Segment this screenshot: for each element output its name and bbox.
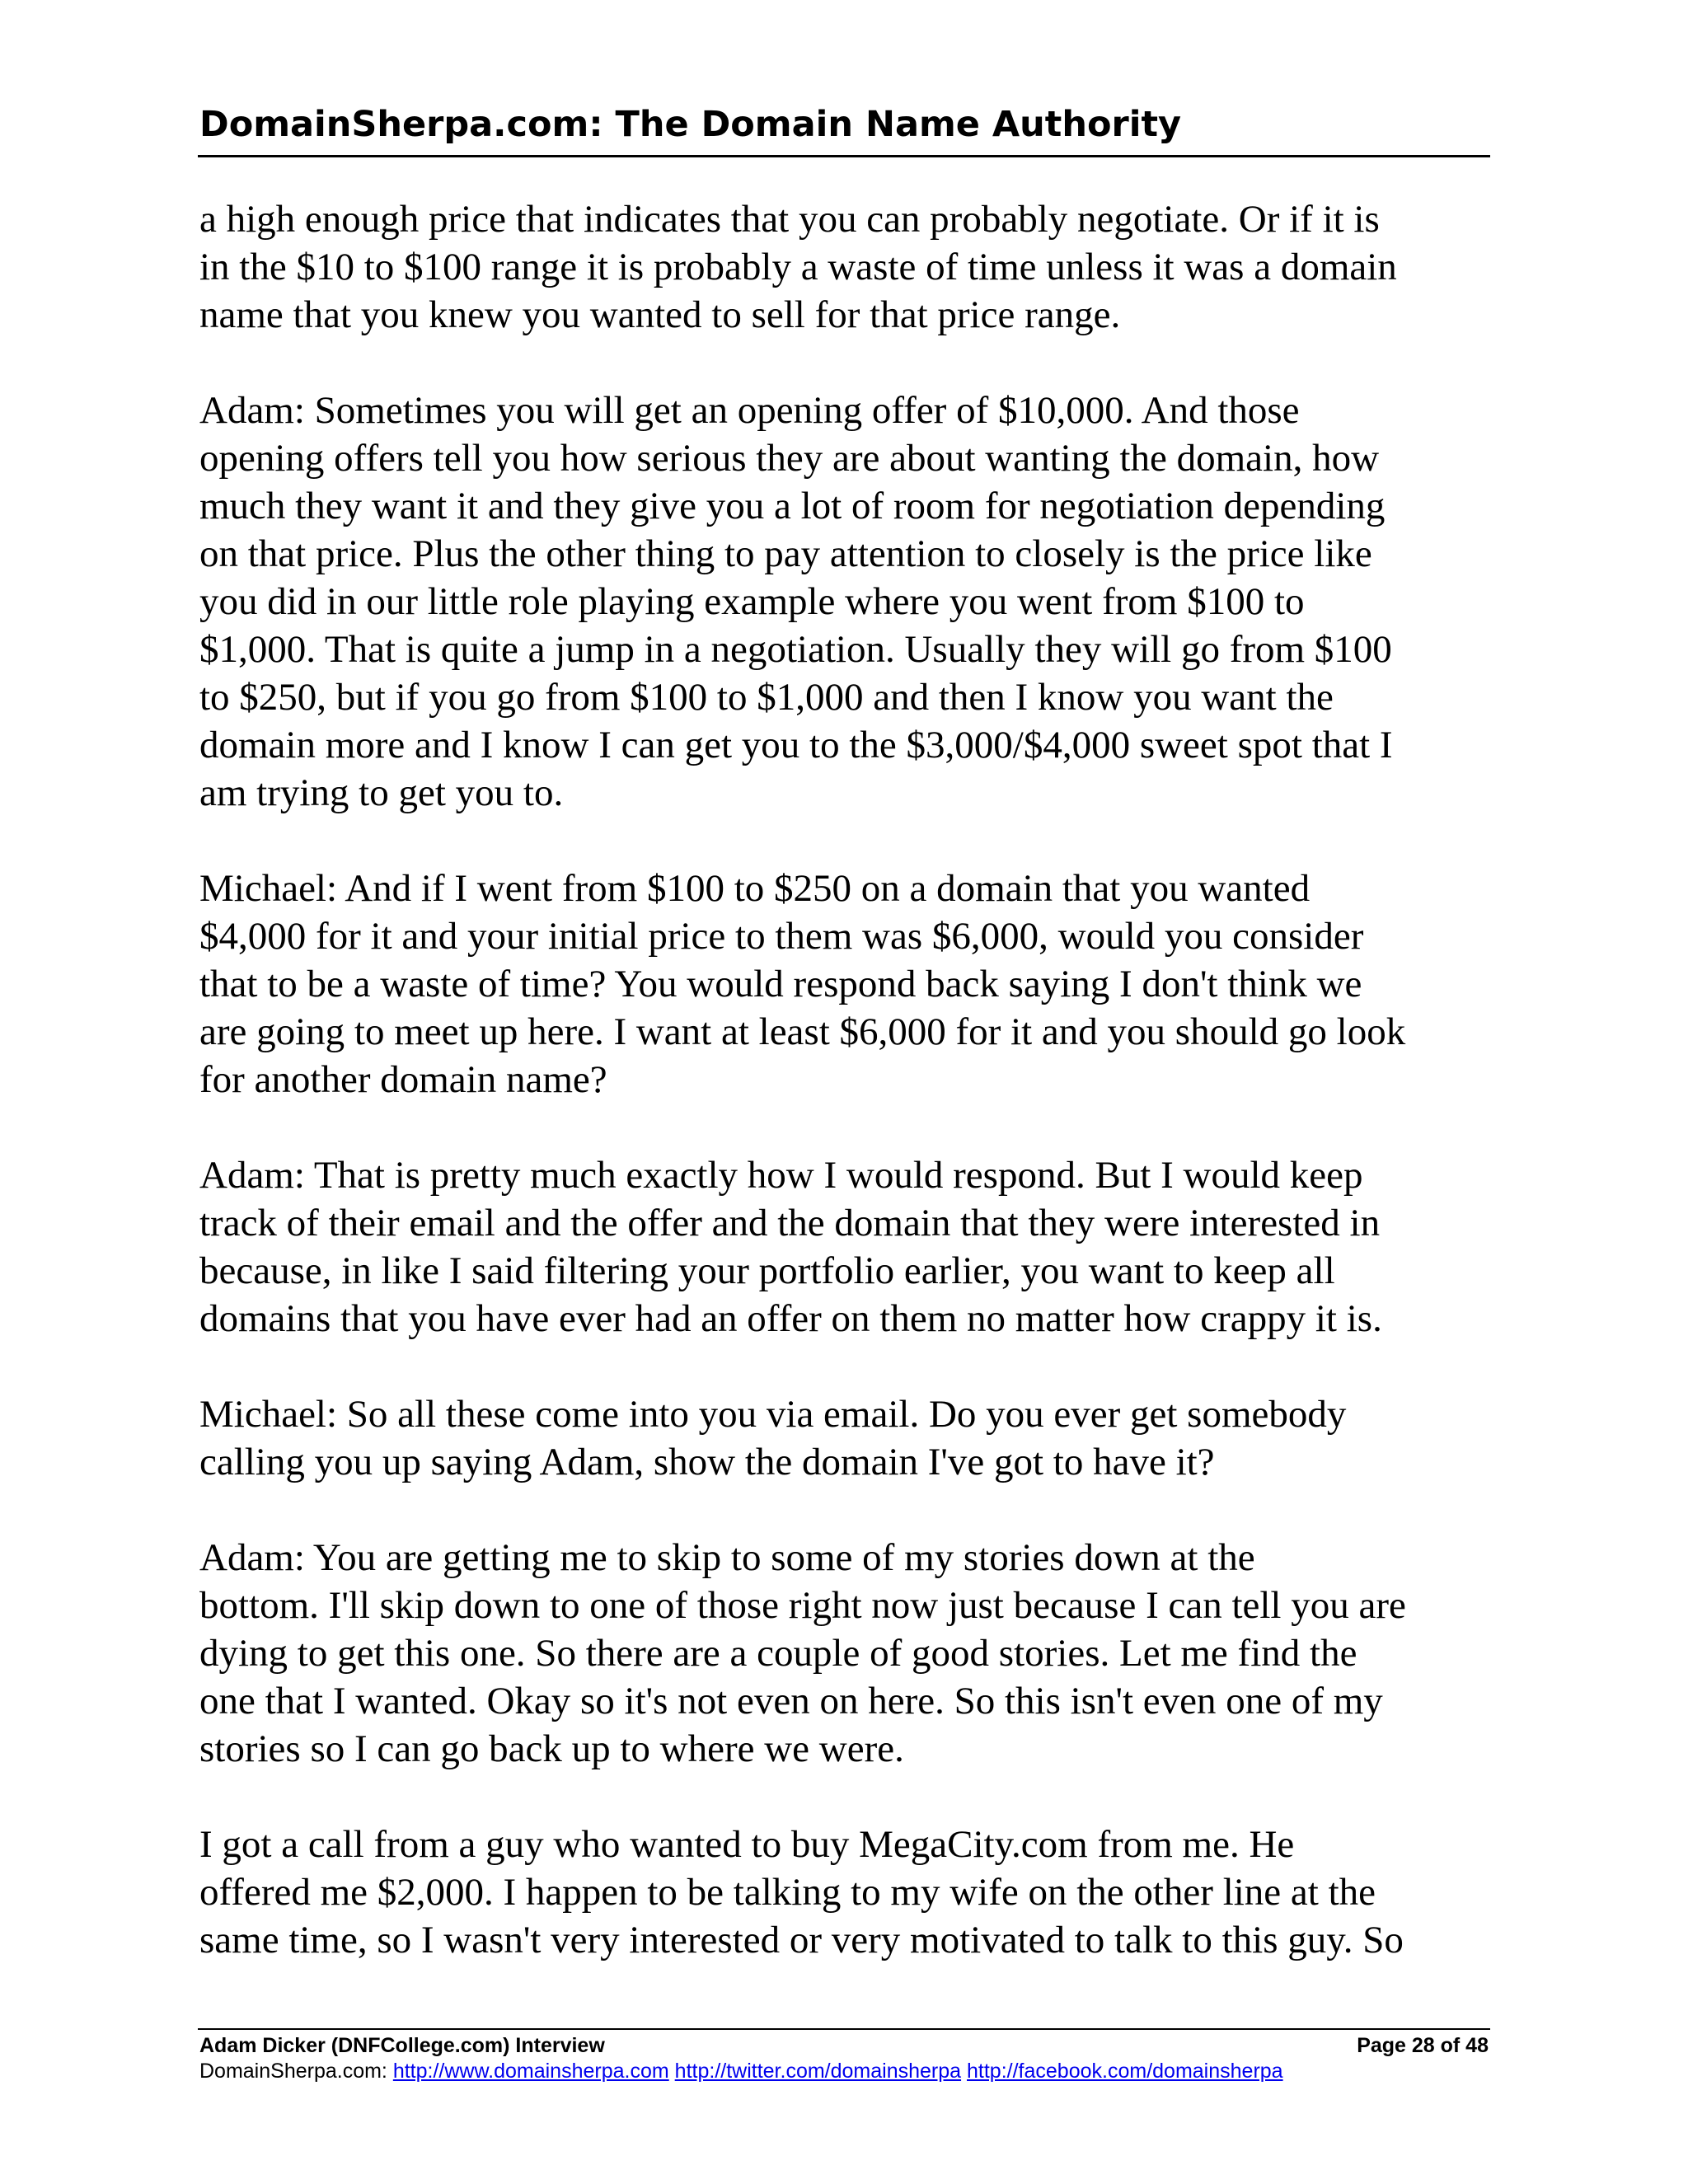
paragraph: [199, 1390, 1502, 1486]
footer-link-twitter[interactable]: http://twitter.com/domainsherpa: [674, 2060, 962, 2083]
text-line: same time, so I wasn't very interested or very motivated to talk to this guy. So: [199, 1919, 1404, 1961]
text-line: name that you knew you wanted to sell for that price range.: [199, 293, 1121, 336]
text-line: am trying to get you to.: [199, 771, 564, 814]
paragraph: [199, 1534, 1502, 1773]
text-line: domains that you have ever had an offer on them no matter how crappy it is.: [199, 1297, 1382, 1340]
footer-link-facebook[interactable]: http://facebook.com/domainsherpa: [967, 2060, 1283, 2083]
footer-link-website[interactable]: http://www.domainsherpa.com: [392, 2060, 669, 2083]
text-line: are going to meet up here. I want at least $6,000 for it and you should go look: [199, 1010, 1406, 1053]
text-line: Michael: So all these come into you via email. Do you ever get somebody: [199, 1393, 1347, 1436]
text-line: $1,000. That is quite a jump in a negotiation. Usually they will go from $100: [199, 628, 1392, 671]
text-line: calling you up saying Adam, show the domain I've got to have it?: [199, 1441, 1215, 1483]
text-line: because, in like I said filtering your portfolio earlier, you want to keep all: [199, 1249, 1335, 1292]
page-header: [198, 99, 1490, 157]
paragraph: [199, 1151, 1502, 1343]
text-line: one that I wanted. Okay so it's not even on here. So this isn't even one of my: [199, 1680, 1383, 1722]
text-line: much they want it and they give you a lot of room for negotiation depending: [199, 485, 1386, 527]
footer-info-row: [198, 2033, 1490, 2059]
text-line: bottom. I'll skip down to one of those right now just because I can tell you are: [199, 1584, 1406, 1627]
text-line: you did in our little role playing example where you went from $100 to: [199, 580, 1305, 623]
page-footer: [198, 2028, 1490, 2084]
text-line: Adam: Sometimes you will get an opening offer of $10,000. And those: [199, 389, 1300, 432]
paragraph: [199, 387, 1502, 817]
text-line: opening offers tell you how serious they are about wanting the domain, how: [199, 437, 1380, 480]
header-title: DomainSherpa.com: The Domain Name Authority: [199, 104, 1182, 145]
paragraph: [199, 865, 1502, 1104]
paragraph: [199, 1821, 1502, 1964]
text-line: stories so I can go back up to where we were.: [199, 1727, 904, 1770]
footer-site-prefix: DomainSherpa.com:: [199, 2060, 393, 2083]
text-line: a high enough price that indicates that you can probably negotiate. Or if it is: [199, 198, 1380, 241]
text-line: for another domain name?: [199, 1058, 607, 1101]
text-line: Michael: And if I went from $100 to $250 on a domain that you wanted: [199, 867, 1311, 910]
text-line: on that price. Plus the other thing to pay attention to closely is the price like: [199, 532, 1372, 575]
text-line: dying to get this one. So there are a couple of good stories. Let me find the: [199, 1632, 1357, 1675]
text-line: I got a call from a guy who wanted to buy MegaCity.com from me. He: [199, 1823, 1295, 1866]
text-line: Adam: You are getting me to skip to some of my stories down at the: [199, 1536, 1255, 1579]
paragraph: [199, 195, 1502, 339]
text-line: offered me $2,000. I happen to be talking to my wife on the other line at the: [199, 1871, 1376, 1914]
footer-links-row: [198, 2059, 1490, 2084]
transcript-body: [199, 195, 1502, 2012]
text-line: to $250, but if you go from $100 to $1,000 and then I know you want the: [199, 676, 1334, 719]
footer-page-number: Page 28 of 48: [1357, 2034, 1489, 2057]
text-line: that to be a waste of time? You would respond back saying I don't think we: [199, 963, 1362, 1005]
text-line: $4,000 for it and your initial price to them was $6,000, would you consider: [199, 915, 1364, 958]
text-line: in the $10 to $100 range it is probably a waste of time unless it was a domain: [199, 246, 1397, 288]
text-line: Adam: That is pretty much exactly how I would respond. But I would keep: [199, 1154, 1363, 1197]
footer-interview-title: Adam Dicker (DNFCollege.com) Interview: [199, 2034, 605, 2057]
text-line: track of their email and the offer and the domain that they were interested in: [199, 1202, 1381, 1244]
text-line: domain more and I know I can get you to the $3,000/$4,000 sweet spot that I: [199, 724, 1393, 766]
